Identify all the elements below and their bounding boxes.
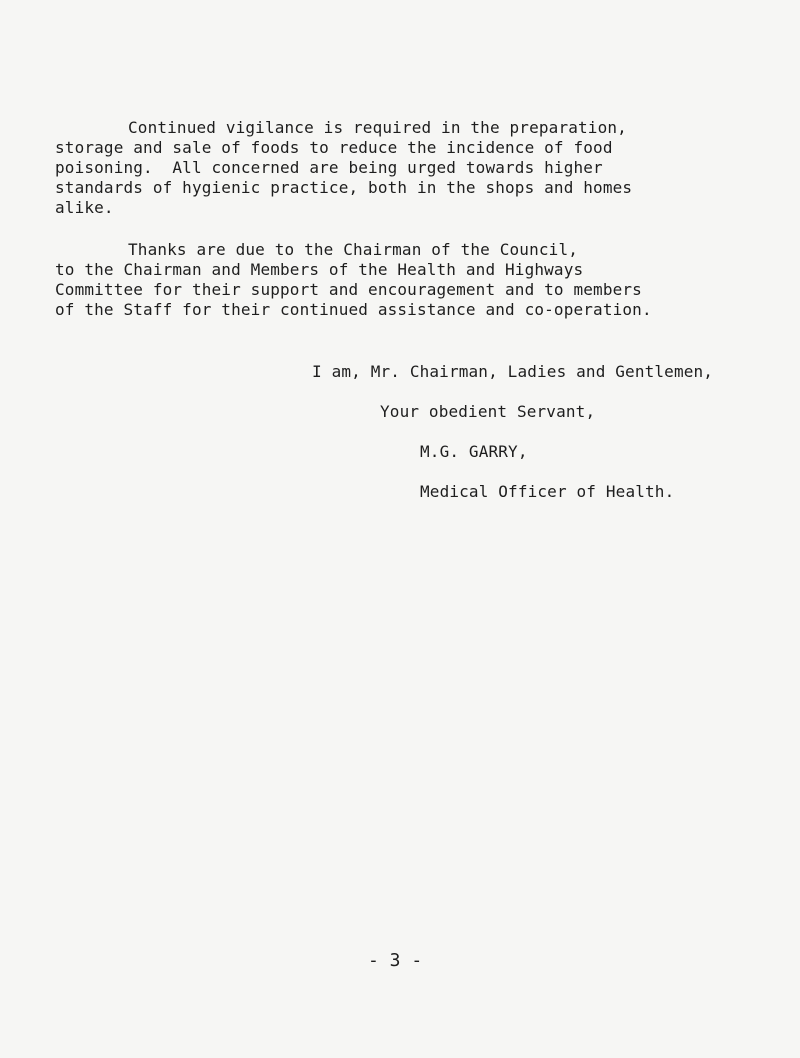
paragraph-2-line-4: of the Staff for their continued assistance and co-operation. [55,300,652,319]
paragraph-2-line-2: to the Chairman and Members of the Health and Highways [55,260,584,279]
paragraph-1-line-4: standards of hygienic practice, both in the shops and homes [55,178,633,197]
closing-salutation: I am, Mr. Chairman, Ladies and Gentlemen, [312,362,714,381]
signatory-name: M.G. GARRY, [420,442,528,461]
signatory-title: Medical Officer of Health. [420,482,675,501]
paragraph-1-line-3: poisoning. All concerned are being urged towards higher [55,158,603,177]
paragraph-1-line-1: Continued vigilance is required in the preparation, [128,118,627,137]
paragraph-2-line-3: Committee for their support and encouragement and to members [55,280,642,299]
paragraph-1-line-5: alike. [55,198,114,217]
page-number: - 3 - [368,950,423,971]
closing-valediction: Your obedient Servant, [380,402,596,421]
paragraph-2-line-1: Thanks are due to the Chairman of the Council, [128,240,579,259]
paragraph-1-line-2: storage and sale of foods to reduce the incidence of food [55,138,613,157]
